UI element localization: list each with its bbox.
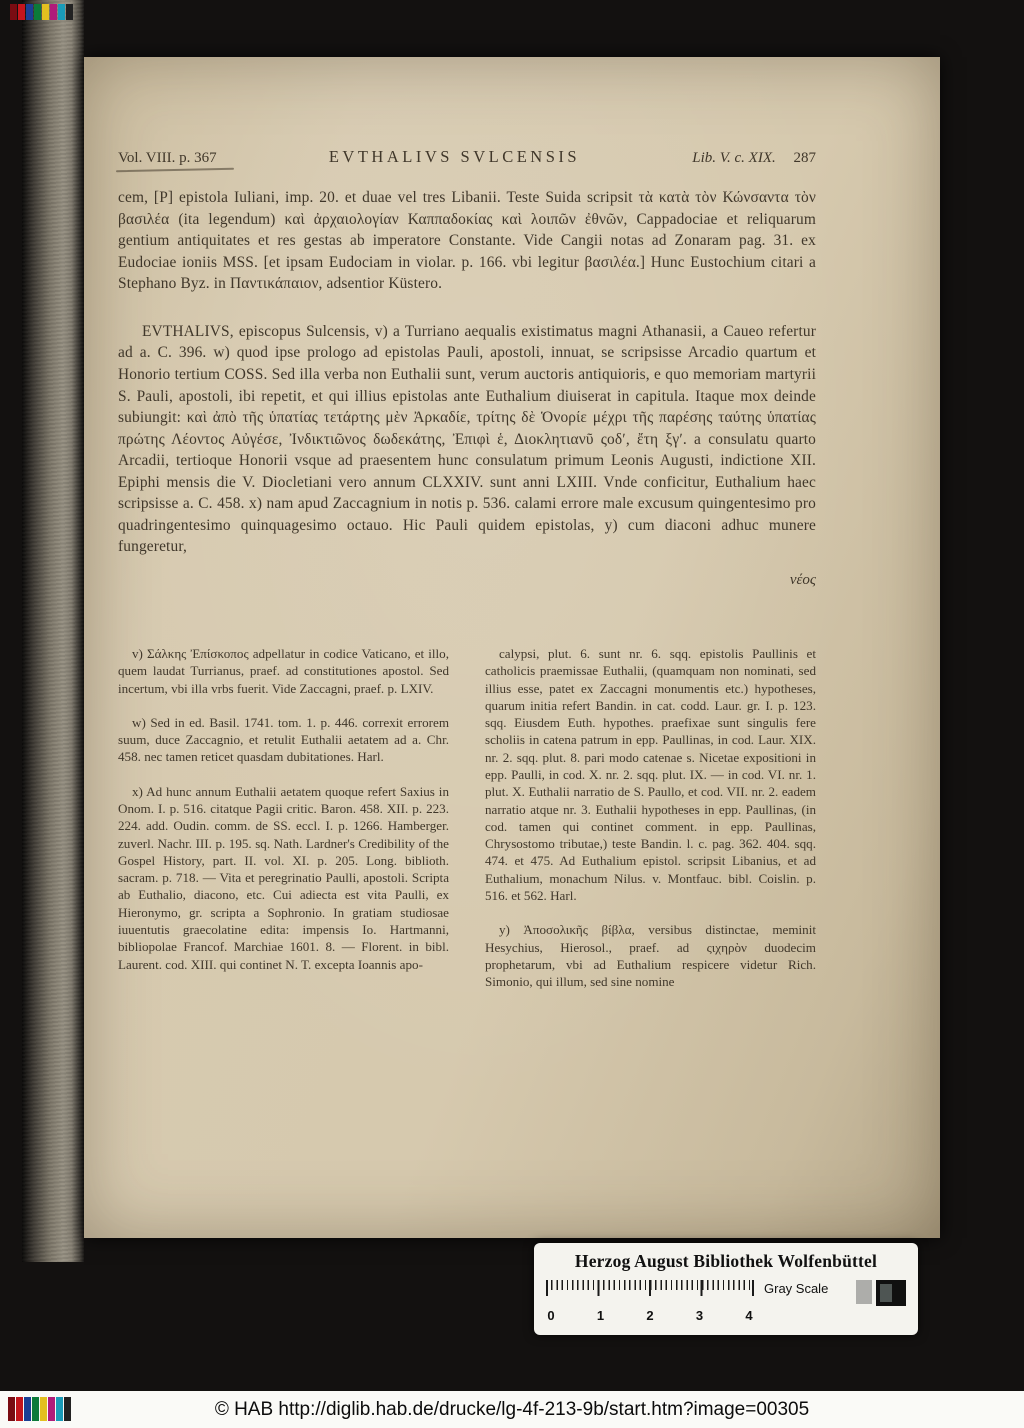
pen-underline-mark — [116, 168, 234, 172]
header-volume-text: Vol. VIII. p. 367 — [118, 150, 217, 166]
paragraph-1: cem, [P] epistola Iuliani, imp. 20. et duae vel tres Libanii. Teste Suida scripsit τὰ κατὰ τὸν Κώνσαντα τὸν βασιλέα (ita legendum) καὶ ἀρχαιολογίαν Καππαδοκίας καὶ λοιπῶν ἐθνῶν, Cappadociae et reliquarum gentium antiquitates et res gestas ab imperatore Constante. Vide Cangii notas ad Zonaram pag. 31. ex Eudociae ioniis MSS. [et ipsam Eudociam in violar. p. 166. vbi legitur βασιλέα.] Hunc Eustochium citari a Stephano Byz. in Παντικάπαιον, adsentior Küstero. — [118, 189, 816, 293]
book-edge — [22, 0, 84, 1262]
header-lib-ref: Lib. V. c. XIX. — [692, 150, 776, 166]
black-patch — [876, 1280, 906, 1306]
footnote-w: w) Sed in ed. Basil. 1741. tom. 1. p. 446. correxit errorem suum, duce Zaccagnio, et retulit Euthalii aetatem ad a. Chr. 458. nec tamen reticet quasdam dubitationes. Harl. — [118, 714, 449, 765]
footnote-x: x) Ad hunc annum Euthalii aetatem quoque refert Saxius in Onom. I. p. 516. citatque Pagii critic. Baron. 458. XII. p. 223. 224. add. Oudin. comm. de SS. eccl. I. p. 1266. Hamberger. zuverl. Nachr. III. p. 195. sq. Nath. Lardner's Credibility of the Gospel History, part. II. vol. XI. p. 205. Long. biblioth. sacram. p. 718. — Vita et peregrinatio Paulli, apostoli. Scripta ab Euthalio, diacono, etc. Cui adiecta est vita Paulli, ex Hieronymo, gr. scripta a Sophronio. In gratiam studiosae iuuentutis graecolatine edita: impensis Io. Hartmanni, bibliopolae Francof. Marchiae 1601. 8. — Florent. in bibl. Laurent. cod. XIII. qui continet N. T. excepta Ioannis apo- — [118, 783, 449, 972]
footnotes-section — [118, 645, 816, 1007]
ruler-numbers: 0 1 2 3 4 — [547, 1308, 753, 1323]
header-volume — [118, 150, 217, 167]
color-calibration-strip-top — [10, 4, 73, 20]
grayscale-ruler — [546, 1280, 754, 1296]
footnote-y: y) Ἀποσολικῆς βίβλα, versibus distinctae, meminit Hesychius, Hierosol., praef. ad ςιχηρὸν duodecim prophetarum, vbi ad Euthalium respicere videtur Rich. Simonio, qui illum, sed sine nomine — [485, 922, 816, 990]
page-content — [118, 147, 816, 1208]
grayscale-row — [546, 1280, 906, 1306]
catchword: νέος — [789, 572, 816, 588]
library-label — [534, 1243, 918, 1335]
running-title: EVTHALIVS SVLCENSIS — [328, 147, 581, 166]
footnotes-left-column — [118, 645, 449, 1007]
footnote-v: v) Σάλκης Ἐπίσκοπος adpellatur in codice Vaticano, et illo, quem laudat Turrianus, praef. ad constitutiones apostol. Sed incertum, vbi illa vrbs fuerit. Vide Zaccagni, praef. p. LXIV. — [118, 646, 449, 696]
footnotes-right-column — [485, 645, 816, 1007]
grayscale-patches — [856, 1280, 906, 1306]
color-calibration-strip-bottom — [8, 1397, 71, 1421]
page-header — [118, 147, 816, 167]
library-name: Herzog August Bibliothek Wolfenbüttel — [574, 1251, 878, 1271]
footer-bar — [0, 1391, 1024, 1428]
grayscale-label: Gray Scale — [764, 1281, 829, 1296]
header-book-ref — [692, 150, 816, 167]
ruler-major-ticks — [546, 1280, 754, 1296]
book-page — [84, 57, 940, 1238]
page-number: 287 — [793, 150, 816, 166]
gray-patch — [856, 1280, 872, 1304]
paragraph-2: EVTHALIVS, episcopus Sulcensis, v) a Turriano aequalis existimatus magni Athanasii, a Caueo refertur ad a. C. 396. w) quod ipse prologo ad epistolas Pauli, apostoli, innuat, se scripsisse Arcadio quartum et Honorio tertium COSS. Sed illa verba non Euthalii sunt, verum auctoris antiquioris, e quo memoriam martyrii S. Pauli, apostoli, ibi repetit, et qui illius epistolas ante Euthalium diuiserat in capitula. Itaque mox deinde subiungit: καὶ ἀπὸ τῆς ὑπατίας τετάρτης μὲν Ἀρκαδίε, τρίτης δὲ Ὁνορίε μέχρι τῆς παρέσης ταύτης ὑπατίας πρώτης Λέοντος Αὐγέσε, Ἰνδικτιῶνος δωδεκάτης, Ἐπιφὶ ἑ, Διοκλητιανῦ ςοδʹ, ἔτη ξγʹ. a consulatu quarto Arcadii, tertioque Honorii vsque ad praesentem hunc consulatum primum Leonis Augusti, indictione XII. Epiphi mensis die V. Diocletiani vero annum CLXXIV. sunt anni LXIII. Vnde conficitur, Euthalium haec scripsisse a. C. 458. x) nam apud Zaccagnium in notis p. 536. calami errore male excusum quingentesimo pro quadringentesimo quinquagesimo octauo. Hic Pauli quidem epistolas, y) cum diaconi adhuc munere fungeretur, — [118, 322, 816, 556]
footer-copyright-url: © HAB http://diglib.hab.de/drucke/lg-4f-213-9b/start.htm?image=00305 — [214, 1398, 810, 1420]
footnote-x-continued: calypsi, plut. 6. sunt nr. 6. sqq. epistolis Paullinis et catholicis praemissae Euthalii, (quamquam non nominati, sed illius esse, patet ex Zaccagni monumentis etc.) hypotheses, quarum initia refert Bandin. in cat. codd. Laur. gr. I. p. 123. sqq. Eiusdem Euth. hypothes. praefixae sunt singulis fere scholiis in catena patrum in epp. Paullinas, in cod. Laur. XIX. nr. 2. sqq. plut. 8. pari modo catenae s. Nicetae expositioni in epp. Paulli, in cod. X. nr. 2. sqq. plut. IX. — in cod. VI. nr. 1. plut. X. Euthalii narratio de S. Paullo, et cod. VII. nr. 2. eadem narratio atque nr. 3. Euthalii hypotheses in epp. Paullinas, (in cod. tamen qui continet comment. in epp. Paullinas, Chrysostomo tributae,) teste Bandin. l. c. pag. 362. 404. sqq. 474. et 475. Ad Euthalium epistol. scripsit Libanius, et ad Euthalium, monachum Nilus. v. Montfauc. bibl. Coislin. p. 516. et 562. Harl. — [485, 646, 816, 903]
